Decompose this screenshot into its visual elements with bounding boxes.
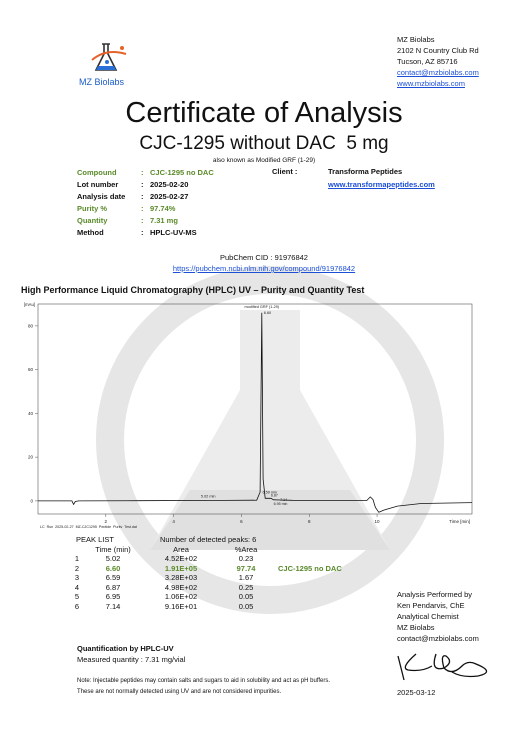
colon: :: [141, 180, 144, 189]
cell-pct: 1.67: [238, 573, 254, 582]
cell-time: 5.02: [105, 554, 121, 563]
colon: :: [141, 168, 144, 177]
info-colons: [141, 167, 144, 239]
company-email-link[interactable]: contact@mzbiolabs.com: [397, 68, 479, 77]
client-value: Transforma Peptides: [328, 167, 403, 176]
analyst-performed-by: Analysis Performed by: [397, 590, 473, 599]
colon: :: [141, 204, 144, 213]
y-axis-label: [mAu]: [24, 302, 35, 307]
info-values: [150, 167, 214, 239]
lot-label: Lot number: [77, 180, 119, 189]
compound-label: Compound: [77, 168, 117, 177]
table-row: [66, 583, 368, 593]
x-tick-label: 10: [374, 519, 380, 524]
hplc-chromatogram: [20, 296, 492, 528]
cell-idx: 1: [74, 554, 80, 563]
company-name: MZ Biolabs: [397, 35, 435, 44]
peak-count: Number of detected peaks: 6: [160, 535, 257, 544]
x-axis-label: Time [min]: [449, 519, 470, 524]
table-row: [66, 554, 368, 564]
minor-peak-label: 7.14: [280, 498, 288, 502]
analyst-email: contact@mzbiolabs.com: [397, 634, 479, 643]
analyst-block: [397, 589, 479, 644]
peak-list: [66, 535, 368, 611]
cell-idx: 4: [74, 582, 80, 592]
company-address-block: [397, 34, 479, 89]
colon: :: [141, 192, 144, 201]
also-known-as: also known as Modified GRF (1-29): [212, 157, 316, 164]
table-row: [66, 573, 368, 583]
table-row-main-peak: [66, 564, 368, 574]
cell-time: 6.87: [105, 582, 121, 592]
col-area: Area: [173, 544, 189, 554]
client-website-link[interactable]: www.transformapeptides.com: [328, 180, 435, 189]
method-value: HPLC-UV-MS: [150, 228, 197, 237]
x-tick-label: 6: [240, 519, 243, 524]
pubchem-cid: PubChem CID : 91976842: [220, 253, 308, 262]
method-label: Method: [77, 228, 104, 237]
cell-time: 6.60: [105, 563, 121, 573]
cell-area: 4.52E+02: [164, 554, 198, 563]
y-tick-label: 40: [27, 410, 33, 416]
cell-area: 3.28E+03: [164, 573, 198, 582]
company-address1: 2102 N Country Club Rd: [397, 46, 479, 55]
cell-time: 6.59: [105, 573, 121, 582]
cell-idx: 5: [74, 592, 80, 601]
cell-area: 1.91E+05: [164, 563, 198, 573]
minor-peak-label: 5.02 min: [200, 494, 216, 499]
certificate-title: Certificate of Analysis: [125, 97, 403, 129]
purity-value: 97.74%: [150, 204, 176, 213]
cell-time: 7.14: [105, 601, 121, 611]
colon: :: [141, 228, 144, 237]
purity-label: Purity %: [77, 204, 108, 213]
quant-measured: Measured quantity : 7.31 mg/vial: [77, 655, 186, 664]
chart-footer-label: LC_Run_2025-02-27_MZ-CJC1295_Peptide_Purity_Test.dat: [40, 525, 137, 528]
quant-title: Quantification by HPLC-UV: [77, 644, 174, 653]
product-title: CJC-1295 without DAC 5 mg: [139, 133, 389, 154]
pubchem-link[interactable]: https://pubchem.ncbi.nlm.nih.gov/compound/91976842: [172, 264, 356, 273]
note-line1: Note: Injectable peptides may contain salts and sugars to aid in solubility and act as pH buffers.: [77, 678, 331, 684]
note-line2: These are not normally detected using UV and are not considered impurities.: [77, 689, 282, 695]
cell-time: 6.95: [105, 592, 121, 601]
cell-compound: CJC-1295 no DAC: [278, 563, 342, 573]
x-tick-label: 8: [307, 519, 311, 524]
compound-value: CJC-1295 no DAC: [150, 168, 214, 177]
analysis-date: 2025-03-12: [397, 688, 436, 697]
cell-pct: 0.05: [238, 601, 254, 611]
company-website-link[interactable]: www.mzbiolabs.com: [397, 79, 465, 88]
x-tick-label: 2: [104, 519, 108, 524]
table-row: [66, 592, 368, 602]
logo-text: MZ Biolabs: [79, 77, 125, 87]
quantity-label: Quantity: [77, 216, 108, 225]
minor-peak-label: 6.59 min: [262, 490, 278, 495]
y-tick-label: 20: [27, 454, 33, 460]
company-address2: Tucson, AZ 85716: [397, 57, 458, 66]
cell-idx: 3: [74, 573, 80, 582]
lot-value: 2025-02-20: [150, 180, 189, 189]
cell-pct: 97.74: [236, 563, 256, 573]
analyst-role: Analytical Chemist: [397, 612, 459, 621]
date-value: 2025-02-27: [150, 192, 189, 201]
cell-idx: 2: [74, 563, 80, 573]
cell-idx: 6: [74, 601, 80, 611]
y-tick-label: 80: [27, 323, 33, 329]
hplc-section-title: High Performance Liquid Chromatography (HPLC) UV – Purity and Quantity Test: [21, 285, 365, 295]
flask-logo-icon: [86, 40, 130, 76]
main-peak-sublabel: modified GRF (1-29): [244, 304, 280, 309]
analyst-org: MZ Biolabs: [397, 623, 435, 632]
x-tick-label: 4: [172, 519, 175, 524]
peak-list-header: [66, 545, 368, 555]
colon: :: [141, 216, 144, 225]
cell-area: 1.06E+02: [164, 592, 198, 601]
minor-peak-label: 6.95 min: [273, 501, 288, 506]
quantity-value: 7.31 mg: [150, 216, 178, 225]
cell-pct: 0.23: [238, 554, 254, 563]
y-tick-label: 60: [27, 367, 33, 373]
cell-pct: 0.25: [238, 582, 254, 592]
col-pct: %Area: [234, 544, 258, 554]
cell-pct: 0.05: [238, 592, 254, 601]
table-row: [66, 602, 368, 612]
cell-area: 4.98E+02: [164, 582, 198, 592]
info-labels: [77, 167, 125, 239]
peak-list-title: PEAK LIST: [76, 535, 114, 544]
client-label: Client :: [272, 167, 298, 176]
minor-peak-label: 6.87: [270, 493, 278, 498]
col-time: Time (min): [95, 544, 131, 554]
analyst-name: Ken Pendarvis, ChE: [397, 601, 465, 610]
cell-area: 9.16E+01: [164, 601, 198, 611]
plot-frame: [38, 304, 472, 514]
main-peak-label: 6.60: [263, 310, 272, 315]
signature-image: [392, 646, 504, 684]
y-tick-label: 0: [30, 498, 33, 504]
date-label: Analysis date: [77, 192, 126, 201]
